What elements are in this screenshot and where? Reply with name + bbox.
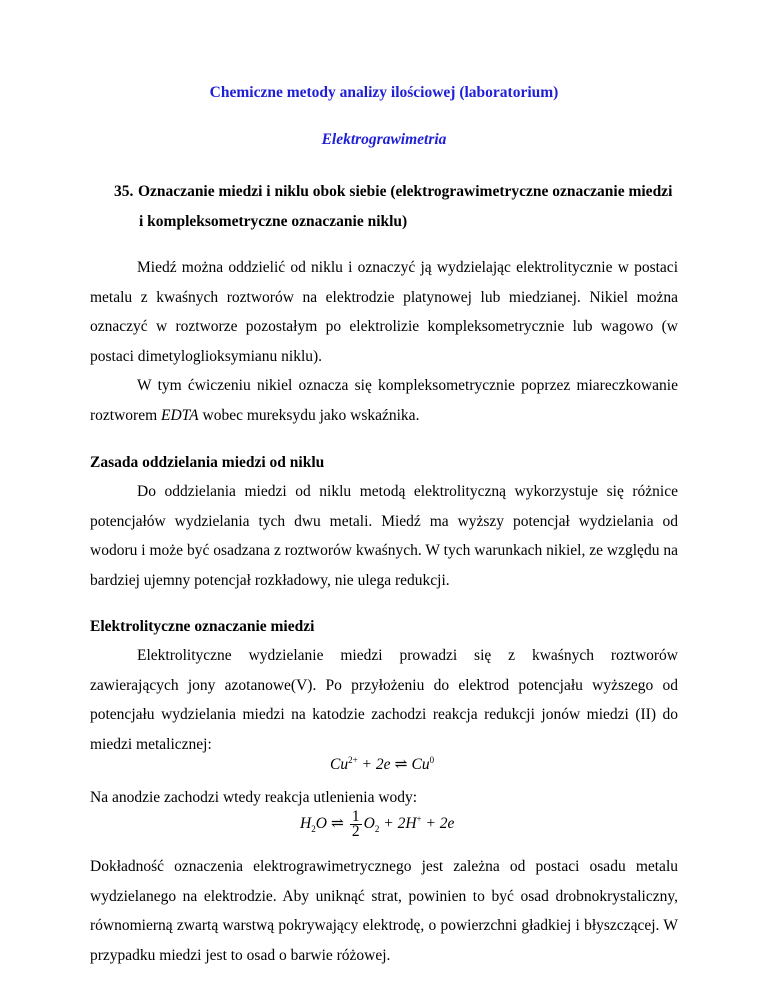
- anode-text: Na anodzie zachodzi wtedy reakcja utlenienia wody:: [90, 789, 418, 806]
- exercise-number: 35.: [114, 183, 134, 200]
- edta-term: EDTA: [161, 406, 199, 424]
- electrolytic-paragraph: Elektrolityczne wydzielanie miedzi prowadzi się z kwaśnych roztworów zawierających jony azotanowe(V). Po przyłożeniu do elektrod potencjału wyższego od potencjału wydzielania miedzi na katodzie zachodzi reakcja redukcji jonów miedzi (II) do miedzi metalicznej:: [90, 647, 678, 753]
- intro-p2-before: W tym ćwiczeniu nikiel oznacza się kompleksometrycznie poprzez miareczkowanie roztworem: [90, 377, 678, 424]
- intro-paragraph-2: [90, 371, 678, 430]
- exercise-title-line2: i kompleksometryczne oznaczanie niklu): [139, 213, 408, 230]
- intro-paragraph-1: Miedź można oddzielić od niklu i oznaczyć ją wydzielając elektrolitycznie w postaci metalu z kwaśnych roztworów na elektrodzie platynowej lub miedzianej. Nikiel można oznaczyć w roztworze pozostałym po elektrolizie kompleksometrycznie lub wagowo (w postaci dimetyloglioksymianu niklu).: [90, 259, 678, 365]
- intro-p2-after: wobec mureksydu jako wskaźnika.: [198, 406, 420, 424]
- section-title: Elektrograwimetria: [321, 131, 447, 148]
- separation-heading: Zasada oddzielania miedzi od niklu: [90, 454, 325, 471]
- one-half-fraction: $\frac{1}{2}$: [351, 808, 360, 840]
- cathode-reaction-formula: $Cu^{2+} + 2e$ ⇌ Cu$^0$: [330, 755, 435, 774]
- course-title: Chemiczne metody analizy ilościowej (laboratorium): [209, 84, 559, 101]
- electrolytic-heading: Elektrolityczne oznaczanie miedzi: [90, 618, 315, 635]
- exercise-title-line1: Oznaczanie miedzi i niklu obok siebie (elektrograwimetryczne oznaczanie miedzi: [138, 183, 673, 200]
- exercise-heading: [114, 177, 674, 237]
- anode-reaction-formula: $H_2O$ ⇌ $\frac{1}{2}$ $O_2 + 2H^+ + 2e$: [300, 808, 455, 840]
- separation-paragraph: Do oddzielania miedzi od niklu metodą elektrolityczną wykorzystuje się różnice potencjałów wydzielania tych dwu metali. Miedź ma wyższy potencjał wydzielania od wodoru i może być osadzana z roztworów kwaśnych. W tych warunkach nikiel, ze względu na bardziej ujemny potencjał rozkładowy, nie ulega redukcji.: [90, 483, 678, 589]
- accuracy-paragraph: Dokładność oznaczenia elektrograwimetrycznego jest zależna od postaci osadu metalu wydzielanego na elektrodzie. Aby uniknąć strat, powinien to być osad drobnokrystaliczny, równomierną zwartą warstwą pokrywający elektrodę, o powierzchni gładkiej i błyszczącej. W przypadku miedzi jest to osad o barwie różowej.: [90, 858, 678, 964]
